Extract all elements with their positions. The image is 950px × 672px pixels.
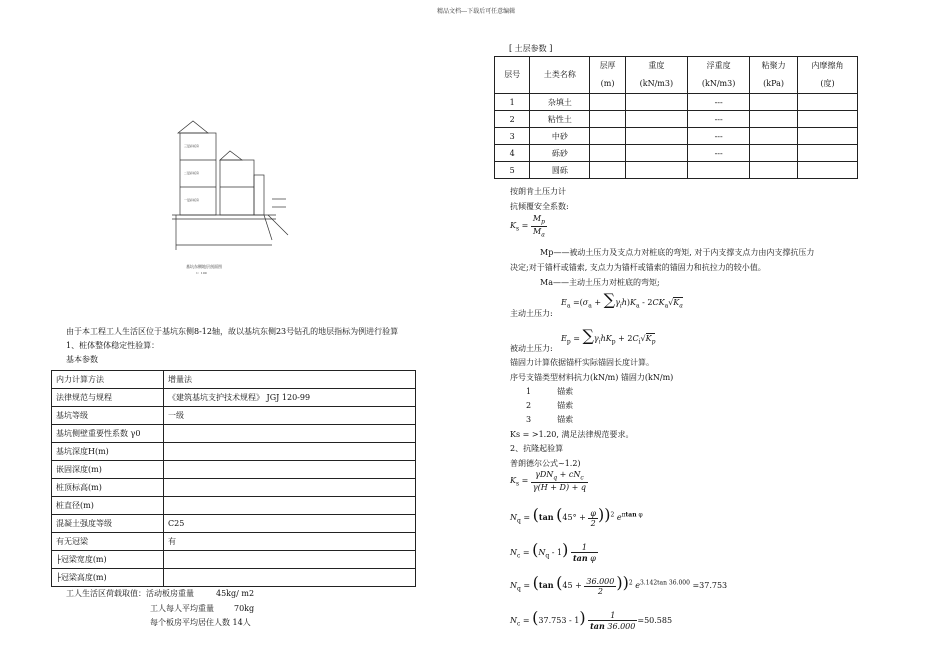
param-label: 嵌固深度(m) [52, 461, 164, 479]
soil-row [495, 145, 858, 162]
basic-param-table [51, 370, 416, 587]
mp-description-1: Mp——被动土压力及支点力对桩底的弯矩, 对于内支撑支点力由内支撑抗压力 [540, 248, 815, 257]
soil-cell [625, 94, 687, 111]
floor-label: 三层彩板房 [184, 144, 200, 148]
page-header: 精品文档---下载后可任意编辑 [437, 8, 516, 15]
soil-column-header: 重度 (kN/m3) [625, 57, 687, 94]
section-1-title: 1、桩体整体稳定性验算： [66, 341, 160, 350]
param-row [52, 497, 416, 515]
param-row [52, 515, 416, 533]
soil-cell [797, 162, 857, 179]
soil-cell: --- [688, 145, 750, 162]
param-label: 基坑深度H(m) [52, 443, 164, 461]
soil-cell [750, 162, 798, 179]
param-label: 基坑侧壁重要性系数 γ0 [52, 425, 164, 443]
soil-cell: 5 [495, 162, 530, 179]
param-row [52, 569, 416, 587]
param-row [52, 407, 416, 425]
passive-pressure-label: 被动土压力: [510, 344, 553, 353]
soil-cell [590, 145, 625, 162]
intro-text: 由于本工程工人生活区位于基坑东侧8-12轴，故以基坑东侧23号钻孔的地层指标为例进行验算 [66, 327, 399, 336]
soil-cell [750, 128, 798, 145]
soil-cell [797, 94, 857, 111]
param-value: 《建筑基坑支护技术规程》 JGJ 120-99 [164, 389, 416, 407]
anchor-row: 2 锚索 [526, 401, 574, 410]
param-label: 法律规范与规程 [52, 389, 164, 407]
param-label: 有无冠梁 [52, 533, 164, 551]
param-value [164, 479, 416, 497]
anti-tilt-label: 抗倾覆安全系数: [510, 202, 569, 211]
soil-cell [750, 145, 798, 162]
load-line-3: 每个板房平均居住人数 14人 [150, 618, 251, 627]
soil-cell: --- [688, 94, 750, 111]
param-row [52, 443, 416, 461]
anchor-row: 3 锚索 [526, 415, 574, 424]
soil-cell [688, 162, 750, 179]
soil-cell [590, 94, 625, 111]
param-label: 桩直径(m) [52, 497, 164, 515]
floor-label: 一层彩板房 [184, 198, 200, 202]
param-row [52, 389, 416, 407]
soil-column-header: 浮重度 (kN/m3) [688, 57, 750, 94]
soil-cell [590, 128, 625, 145]
nc-formula: $N_c = (N_q - 1)$ $\frac{1}{\text{tan φ}}$ [510, 540, 596, 563]
param-value: 一级 [164, 407, 416, 425]
nc-computed: $N_c = (37.753 - 1)$ $\frac{1}{\tan 36.000}$ =50.585 [510, 608, 673, 631]
soil-cell [590, 111, 625, 128]
soil-cell: 4 [495, 145, 530, 162]
nq-computed: $N_q = (\tan$ (45 + $\frac{36.000}{2}$ ))$^2$ $e^{3.142tan 36.000} =37.753$ [510, 573, 728, 596]
soil-cell: 2 [495, 111, 530, 128]
section-2-title: 2、抗隆起验算 [510, 444, 564, 453]
param-value: 有 [164, 533, 416, 551]
anchor-calc-text: 锚固力计算依据锚杆实际锚固长度计算。 [510, 358, 654, 367]
param-label: 桩顶标高(m) [52, 479, 164, 497]
calc-method: 按朗肯土压力计 [510, 187, 566, 196]
soil-cell [797, 128, 857, 145]
param-value [164, 569, 416, 587]
soil-cell: 圆砾 [530, 162, 590, 179]
soil-cell [625, 128, 687, 145]
param-value: 增量法 [164, 371, 416, 389]
soil-cell: 中砂 [530, 128, 590, 145]
param-row [52, 425, 416, 443]
soil-section-title: [ 土层参数 ] [509, 44, 553, 53]
mp-description-2: 决定;对于锚杆或锚索, 支点力为锚杆或锚索的锚固力和抗拉力的较小值。 [510, 263, 766, 272]
soil-cell [625, 145, 687, 162]
soil-cell: 杂填土 [530, 94, 590, 111]
load-line-2: 工人每人平均重量 70kg [150, 604, 255, 613]
ks-formula: $K_s$ = $\frac{M_p}{M_a}$ [510, 214, 545, 239]
ma-description: Ma——主动土压力对桩底的弯矩; [540, 278, 660, 287]
soil-column-header: 土类名称 [530, 57, 590, 94]
soil-param-table [494, 56, 858, 179]
soil-column-header: 内摩擦角 (度) [797, 57, 857, 94]
soil-cell [590, 162, 625, 179]
soil-cell: --- [688, 128, 750, 145]
passive-pressure-formula: $E_p = \sum\gamma_ihK_p + 2C_i√K_p$ [561, 326, 656, 346]
soil-cell: 砾砂 [530, 145, 590, 162]
soil-row [495, 94, 858, 111]
param-row [52, 533, 416, 551]
floor-label: 二层彩板房 [184, 171, 200, 175]
soil-cell [750, 94, 798, 111]
soil-column-header: 层厚 (m) [590, 57, 625, 94]
param-row [52, 371, 416, 389]
soil-row [495, 162, 858, 179]
param-value [164, 443, 416, 461]
param-value: C25 [164, 515, 416, 533]
soil-column-header: 层号 [495, 57, 530, 94]
basic-params-title: 基本参数 [66, 355, 98, 364]
param-label: ├冠梁宽度(m) [52, 551, 164, 569]
param-label: 基坑等级 [52, 407, 164, 425]
soil-cell: --- [688, 111, 750, 128]
soil-row [495, 128, 858, 145]
param-label: 混凝土强度等级 [52, 515, 164, 533]
load-line-1: 工人生活区荷载取值：活动板房重量 45kg/ m2 [66, 589, 255, 598]
active-pressure-label: 主动土压力: [510, 309, 553, 318]
param-value [164, 551, 416, 569]
soil-column-header: 粘聚力 (kPa) [750, 57, 798, 94]
param-value [164, 425, 416, 443]
anchor-row: 1 锚索 [526, 387, 574, 396]
param-value [164, 461, 416, 479]
prandtl-formula-title: 普朗德尔公式~1.2) [510, 459, 581, 468]
param-label: 内力计算方法 [52, 371, 164, 389]
soil-row [495, 111, 858, 128]
param-value [164, 497, 416, 515]
soil-cell: 粘性土 [530, 111, 590, 128]
section-drawing [168, 115, 298, 280]
param-row [52, 479, 416, 497]
drawing-caption: 基坑东侧地层剖面图 [186, 264, 222, 269]
param-row [52, 461, 416, 479]
soil-cell: 3 [495, 128, 530, 145]
soil-cell [797, 145, 857, 162]
ks-result: Ks = >1.20, 满足法律规范要求。 [510, 430, 634, 439]
param-row [52, 551, 416, 569]
nq-formula: $N_q = (\tan$ (45° + $\frac{\varphi}{2}$ ))$^2$ $e^{\pi tan \varphi}$ [510, 505, 643, 528]
soil-cell [625, 162, 687, 179]
soil-cell [750, 111, 798, 128]
soil-cell [797, 111, 857, 128]
anchor-header: 序号支锚类型材料抗力(kN/m) 锚固力(kN/m) [510, 373, 674, 382]
soil-cell [625, 111, 687, 128]
param-label: ├冠梁高度(m) [52, 569, 164, 587]
active-pressure-formula: $E_a =(\sigma_a + \sum\gamma_ih)K_a - 2CK_a√K_a$ [561, 290, 683, 310]
soil-cell: 1 [495, 94, 530, 111]
drawing-scale: 1：100 [196, 271, 207, 275]
ks-uplift-formula: $K_s$ = $\frac{\gamma DN_q + cN_c}{\gamma(H + D) + q}$ [510, 470, 586, 492]
